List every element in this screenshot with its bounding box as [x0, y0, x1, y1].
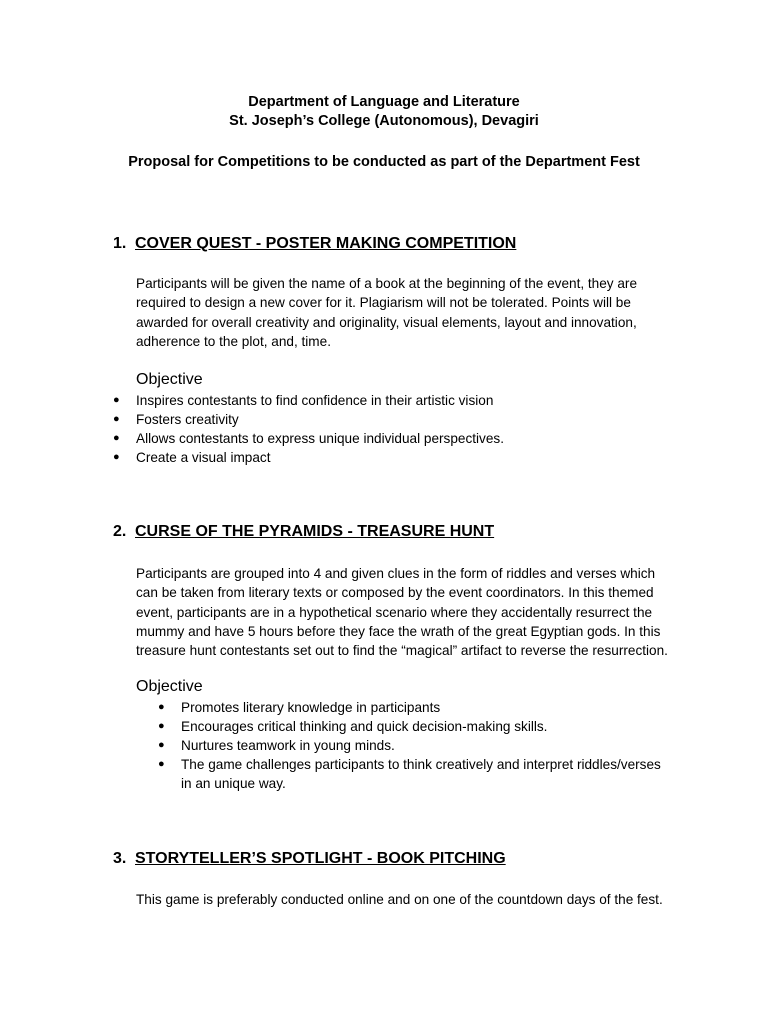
section-3-title: STORYTELLER’S SPOTLIGHT - BOOK PITCHING — [135, 850, 506, 867]
bullet-icon: ● — [158, 758, 165, 770]
list-item-text-continued: in an unique way. — [181, 776, 286, 791]
list-item-text: Encourages critical thinking and quick decision-making skills. — [181, 719, 548, 734]
section-1-description-line: awarded for overall creativity and originality, visual elements, layout and innovation, — [136, 314, 637, 330]
section-2-description-line: event, participants are in a hypothetical scenario where they accidentally resurrect the — [136, 604, 653, 620]
list-item-text: Allows contestants to express unique individual perspectives. — [136, 431, 504, 446]
section-3-heading — [113, 849, 506, 869]
proposal-heading: Proposal for Competitions to be conducted as part of the Department Fest — [128, 154, 640, 170]
section-3-description-line: This game is preferably conducted online and on one of the countdown days of the fest. — [136, 892, 663, 907]
section-1-heading — [113, 234, 516, 254]
list-item — [158, 698, 678, 717]
list-item — [113, 410, 713, 429]
list-item — [158, 736, 678, 755]
list-item-text: Fosters creativity — [136, 412, 239, 427]
bullet-icon: ● — [113, 413, 120, 425]
section-2-objective-list — [158, 698, 678, 793]
section-2-title: CURSE OF THE PYRAMIDS - TREASURE HUNT — [135, 523, 495, 540]
section-2-objective-label: Objective — [136, 678, 203, 695]
list-item — [113, 429, 713, 448]
department-heading: Department of Language and Literature — [248, 94, 520, 110]
college-heading: St. Joseph’s College (Autonomous), Devagiri — [229, 113, 539, 129]
list-item-text: Promotes literary knowledge in participants — [181, 700, 441, 715]
section-1-number: 1. — [113, 235, 127, 252]
list-item — [113, 391, 713, 410]
section-1-objective-list — [113, 391, 713, 467]
section-2-heading — [113, 522, 494, 542]
section-2-description-line: mummy and have 5 hours before they face the wrath of the great Egyptian gods. In this — [136, 623, 661, 639]
section-3-number: 3. — [113, 850, 127, 867]
section-2-description-line: can be taken from literary texts or composed by the event coordinators. In this themed — [136, 585, 654, 601]
list-item — [158, 755, 678, 793]
list-item-text: Create a visual impact — [136, 450, 271, 465]
section-2-description-line: treasure hunt contestants set out to find the “magical” artifact to reverse the resurrection. — [136, 643, 668, 659]
section-1-objective-label: Objective — [136, 371, 203, 388]
section-2-number: 2. — [113, 523, 127, 540]
bullet-icon: ● — [113, 394, 120, 406]
section-1-description-line: required to design a new cover for it. Plagiarism will not be tolerated. Points will be — [136, 295, 631, 311]
list-item — [113, 448, 713, 467]
bullet-icon: ● — [113, 432, 120, 444]
section-1-description — [136, 274, 696, 351]
bullet-icon: ● — [113, 451, 120, 463]
list-item-text: Nurtures teamwork in young minds. — [181, 738, 395, 753]
section-1-title: COVER QUEST - POSTER MAKING COMPETITION — [135, 235, 517, 252]
bullet-icon: ● — [158, 701, 165, 713]
bullet-icon: ● — [158, 720, 165, 732]
list-item-text: Inspires contestants to find confidence in their artistic vision — [136, 393, 494, 408]
list-item — [158, 717, 678, 736]
section-2-description — [136, 564, 696, 660]
section-3-description — [136, 890, 696, 909]
section-1-description-line: adherence to the plot, and, time. — [136, 333, 331, 349]
section-2-description-line: Participants are grouped into 4 and given clues in the form of riddles and verses which — [136, 566, 656, 581]
bullet-icon: ● — [158, 739, 165, 751]
list-item-text: The game challenges participants to think creatively and interpret riddles/verses — [181, 757, 661, 772]
section-1-description-line: Participants will be given the name of a book at the beginning of the event, they are — [136, 276, 638, 291]
